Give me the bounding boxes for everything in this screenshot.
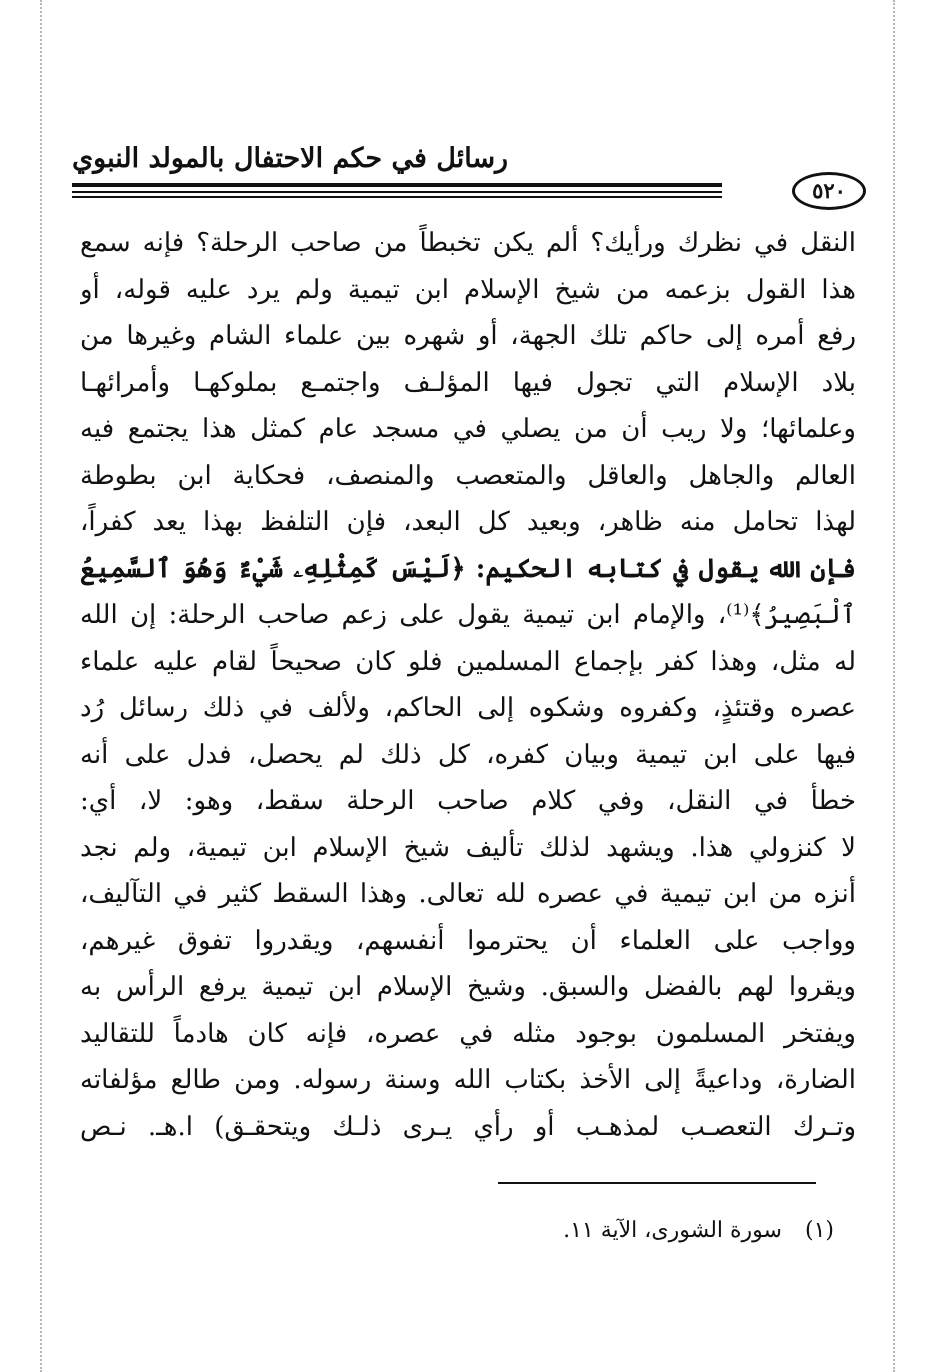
text-line: هذا القول بزعمه من شيخ الإسلام ابن تيمية ولم يرد عليه قوله، أو — [80, 274, 856, 305]
text-line: وواجب على العلماء أن يحترموا أنفسهم، ويقدروا تفوق غيرهم، — [80, 925, 856, 956]
text-line: وعلمائها؛ ولا ريب أن من يصلي في مسجد عام كمثل هذا يجتمع فيه — [80, 414, 856, 444]
right-margin-dots — [893, 0, 895, 1372]
text-line: خطأ في النقل، وفي كلام صاحب الرحلة سقط، وهو: لا، أي: — [80, 786, 856, 816]
text-line: النقل في نظرك ورأيك؟ ألم يكن تخبطاً من صاحب الرحلة؟ فإنه سمع — [80, 228, 856, 258]
header-rule-thick — [72, 183, 722, 193]
header-rule — [72, 176, 866, 202]
text-line: فيها على ابن تيمية وبيان كفره، كل ذلك لم يحصل، فدل على أنه — [80, 739, 856, 770]
text-line: عصره وقتئذٍ، وكفروه وشكوه إلى الحاكم، ولألف في ذلك رسائل رُد — [80, 693, 856, 723]
footnote — [563, 1218, 834, 1243]
text-line: ويفتخر المسلمون بوجود مثله في عصره، فإنه كان هادماً للتقاليد — [80, 1018, 856, 1049]
footnote-text: سورة الشورى، الآية ١١. — [563, 1218, 782, 1243]
text-line: أنزه من ابن تيمية في عصره لله تعالى. وهذا السقط كثير في التآليف، — [80, 879, 856, 909]
text-line: وتـرك التعصـب لمذهـب أو رأي يـرى ذلـك ويتحقـق) ا.هـ. نـص — [80, 1111, 856, 1142]
left-margin-dots — [40, 0, 42, 1372]
page-number-badge: ٥٢٠ — [792, 172, 866, 210]
text-line: له مثل، وهذا كفر بإجماع المسلمين فلو كان صحيحاً لقام عليه علماء — [80, 646, 856, 677]
text-line: الضارة، وداعيةً إلى الأخذ بكتاب الله وسنة رسوله. ومن طالع مؤلفاته — [80, 1065, 856, 1095]
text-line: لهذا تحامل منه ظاهر، وبعيد كل البعد، فإن التلفظ بهذا يعد كفراً، — [80, 507, 856, 537]
text-line: العالم والجاهل والعاقل والمتعصب والمنصف، فحكاية ابن بطوطة — [80, 460, 856, 491]
footnote-marker: (١) — [804, 1218, 834, 1243]
running-header-title: رسائل في حكم الاحتفال بالمولد النبوي — [72, 143, 509, 174]
text-line: رفع أمره إلى حاكم تلك الجهة، أو شهره بين علماء الشام وغيرها من — [80, 321, 856, 351]
text-line: ويقروا لهم بالفضل والسبق. وشيخ الإسلام ابن تيمية يرفع الرأس به — [80, 972, 856, 1002]
text-line-quran: فإن الله يقول في كتابه الحكيم: ﴿لَيْسَ كَمِثْلِهِۦ شَيْءٌ وَهُوَ ٱلسَّمِيعُ — [80, 553, 856, 584]
text-line: لا كنزولي هذا. ويشهد لذلك تأليف شيخ الإسلام ابن تيمية، ولم نجد — [80, 832, 856, 863]
text-line: بلاد الإسلام التي تجول فيها المؤلـف واجتمـع بملوكهـا وأمرائهـا — [80, 367, 856, 398]
footnote-separator — [498, 1182, 816, 1184]
header-rule-thin — [72, 196, 722, 198]
body-text — [80, 220, 856, 1150]
text-line: ٱلْبَصِيرُ﴾⁽¹⁾، والإمام ابن تيمية يقول على زعم صاحب الرحلة: إن الله — [80, 600, 856, 630]
